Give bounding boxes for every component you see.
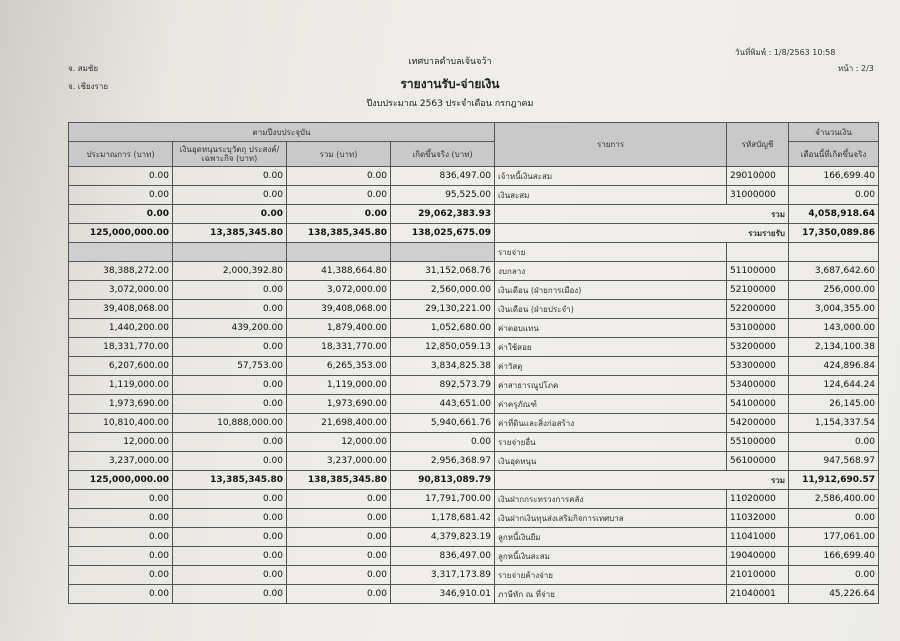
cell-reserve: 13,385,345.80 [173,224,287,243]
cell-budget: 38,388,272.00 [69,262,173,281]
cell-amount: 3,004,355.00 [789,300,879,319]
cell-amount: 1,154,337.54 [789,414,879,433]
cell-amount: 947,568.97 [789,452,879,471]
column-header-actual: เกิดขึ้นจริง (บาท) [391,142,495,167]
cell-reserve: 0.00 [173,205,287,224]
cell-code: 31000000 [727,186,789,205]
cell-budget: 125,000,000.00 [69,471,173,490]
cell-amount: 0.00 [789,186,879,205]
cell-amount: 0.00 [789,433,879,452]
cell-code: 53400000 [727,376,789,395]
table-row [69,262,879,281]
cell-code: 53300000 [727,357,789,376]
cell-actual: 138,025,675.09 [391,224,495,243]
column-header-total: รวม (บาท) [287,142,391,167]
table-row [69,186,879,205]
cell-total: 0.00 [287,566,391,585]
header-left-1: จ. สมชัย [68,64,99,73]
table-row [69,376,879,395]
column-group-header: ตามปีงบประจุบัน [69,123,495,142]
cell-total: 0.00 [287,585,391,604]
cell-reserve: 0.00 [173,338,287,357]
cell-item: เงินฝากเงินทุนส่งเสริมกิจการเทศบาล [495,509,727,528]
table-row [69,547,879,566]
organization-name: เทศบาลตำบลเจ้นจว้า [408,57,492,67]
cell-amount: 424,896.84 [789,357,879,376]
cell-total: 0.00 [287,528,391,547]
cell-item: เงินฝากกระทรวงการคลัง [495,490,727,509]
cell-budget: 6,207,600.00 [69,357,173,376]
cell-actual: 29,062,383.93 [391,205,495,224]
cell-code: 11020000 [727,490,789,509]
cell-blank [391,243,495,262]
cell-actual: 3,317,173.89 [391,566,495,585]
cell-budget: 10,810,400.00 [69,414,173,433]
cell-actual: 836,497.00 [391,167,495,186]
column-header-code: รหัสบัญชี [727,123,789,167]
cell-amount: 45,226.64 [789,585,879,604]
cell-amount: 17,350,089.86 [789,224,879,243]
cell-code: 19040000 [727,547,789,566]
cell-code: 54200000 [727,414,789,433]
cell-actual: 346,910.01 [391,585,495,604]
cell-total: 0.00 [287,205,391,224]
cell-blank [727,243,789,262]
cell-item: ภาษีหัก ณ ที่จ่าย [495,585,727,604]
cell-amount: 26,145.00 [789,395,879,414]
cell-amount: 2,586,400.00 [789,490,879,509]
cell-actual: 90,813,089.79 [391,471,495,490]
cell-item: เงินเดือน (ฝ่ายการเมือง) [495,281,727,300]
cell-reserve: 0.00 [173,452,287,471]
cell-total: 39,408,068.00 [287,300,391,319]
cell-actual: 443,651.00 [391,395,495,414]
cell-amount: 256,000.00 [789,281,879,300]
cell-code: 52100000 [727,281,789,300]
cell-actual: 1,052,680.00 [391,319,495,338]
cell-budget: 3,237,000.00 [69,452,173,471]
cell-total: 1,973,690.00 [287,395,391,414]
cell-reserve: 0.00 [173,509,287,528]
cell-item: ค่าตอบแทน [495,319,727,338]
cell-budget: 0.00 [69,566,173,585]
table-row [69,281,879,300]
print-date: วันที่พิมพ์ : 1/8/2563 10:58 [735,48,836,57]
cell-budget: 0.00 [69,167,173,186]
cell-budget: 0.00 [69,186,173,205]
cell-item: ค่าครุภัณฑ์ [495,395,727,414]
table-header-row-1 [69,123,879,142]
cell-amount: 177,061.00 [789,528,879,547]
cell-amount: 0.00 [789,509,879,528]
cell-reserve: 0.00 [173,566,287,585]
cell-item: เงินอุดหนุน [495,452,727,471]
cell-total: 138,385,345.80 [287,471,391,490]
cell-code: 56100000 [727,452,789,471]
expense-total-label: รวม [495,471,789,490]
sum-label: รวม [495,205,789,224]
cell-code: 11032000 [727,509,789,528]
table-row [69,452,879,471]
table-row [69,357,879,376]
cell-blank [789,243,879,262]
cell-item: เงินสะสม [495,186,727,205]
cell-item: เงินเดือน (ฝ่ายประจำ) [495,300,727,319]
table-row [69,414,879,433]
cell-total: 0.00 [287,509,391,528]
cell-actual: 4,379,823.19 [391,528,495,547]
cell-code: 21010000 [727,566,789,585]
section-row [69,243,879,262]
cell-budget: 0.00 [69,490,173,509]
cell-blank [287,243,391,262]
cell-total: 12,000.00 [287,433,391,452]
cell-budget: 12,000.00 [69,433,173,452]
cell-actual: 0.00 [391,433,495,452]
cell-reserve: 10,888,000.00 [173,414,287,433]
cell-amount: 166,699.40 [789,547,879,566]
cell-actual: 29,130,221.00 [391,300,495,319]
cell-total: 0.00 [287,186,391,205]
cell-amount: 3,687,642.60 [789,262,879,281]
cell-code: 55100000 [727,433,789,452]
cell-reserve: 0.00 [173,528,287,547]
cell-total: 0.00 [287,490,391,509]
cell-reserve: 0.00 [173,376,287,395]
cell-amount: 11,912,690.57 [789,471,879,490]
cell-actual: 892,573.79 [391,376,495,395]
cell-reserve: 0.00 [173,300,287,319]
report-table [68,122,879,604]
cell-reserve: 0.00 [173,585,287,604]
cell-budget: 1,440,200.00 [69,319,173,338]
cell-code: 51100000 [727,262,789,281]
cell-actual: 31,152,068.76 [391,262,495,281]
column-header-budget: ประมาณการ (บาท) [69,142,173,167]
table-row [69,395,879,414]
header-left-2: จ. เชียงราย [68,82,109,91]
cell-total: 1,879,400.00 [287,319,391,338]
cell-budget: 1,973,690.00 [69,395,173,414]
cell-total: 3,072,000.00 [287,281,391,300]
cell-amount: 124,644.24 [789,376,879,395]
cell-code: 21040001 [727,585,789,604]
cell-actual: 1,178,681.42 [391,509,495,528]
table-row [69,585,879,604]
cell-total: 6,265,353.00 [287,357,391,376]
cell-item: ลูกหนี้เงินยืม [495,528,727,547]
cell-total: 138,385,345.80 [287,224,391,243]
cell-actual: 95,525.00 [391,186,495,205]
cell-budget: 0.00 [69,585,173,604]
sum-row [69,205,879,224]
cell-blank [173,243,287,262]
cell-blank [69,243,173,262]
table-row [69,490,879,509]
table-row [69,338,879,357]
cell-item: ค่าสาธารณูปโภค [495,376,727,395]
expense-total-row [69,471,879,490]
cell-item: งบกลาง [495,262,727,281]
cell-total: 0.00 [287,547,391,566]
page-number: หน้า : 2/3 [838,64,874,73]
cell-actual: 17,791,700.00 [391,490,495,509]
cell-reserve: 57,753.00 [173,357,287,376]
cell-reserve: 439,200.00 [173,319,287,338]
cell-total: 21,698,400.00 [287,414,391,433]
cell-amount: 2,134,100.38 [789,338,879,357]
cell-item: ค่าที่ดินและสิ่งก่อสร้าง [495,414,727,433]
cell-budget: 125,000,000.00 [69,224,173,243]
cell-amount: 4,058,918.64 [789,205,879,224]
cell-amount: 166,699.40 [789,167,879,186]
cell-reserve: 2,000,392.80 [173,262,287,281]
table-row [69,300,879,319]
table-row [69,509,879,528]
cell-code: 52200000 [727,300,789,319]
column-header-item: รายการ [495,123,727,167]
cell-total: 1,119,000.00 [287,376,391,395]
cell-total: 0.00 [287,167,391,186]
column-header-reserve: เงินอุดหนุนระบุวัตถุ ประสงค์/เฉพาะกิจ (บาท) [173,142,287,167]
income-total-row [69,224,879,243]
table-row [69,528,879,547]
cell-total: 41,388,664.80 [287,262,391,281]
cell-code: 11041000 [727,528,789,547]
cell-budget: 3,072,000.00 [69,281,173,300]
cell-reserve: 0.00 [173,167,287,186]
cell-code: 54100000 [727,395,789,414]
cell-actual: 2,560,000.00 [391,281,495,300]
cell-reserve: 0.00 [173,281,287,300]
cell-item: ค่าใช้สอย [495,338,727,357]
cell-item: เจ้าหนี้เงินสะสม [495,167,727,186]
cell-actual: 2,956,368.97 [391,452,495,471]
table-row [69,566,879,585]
cell-actual: 836,497.00 [391,547,495,566]
cell-item: ลูกหนี้เงินสะสม [495,547,727,566]
cell-budget: 0.00 [69,528,173,547]
table-row [69,167,879,186]
cell-actual: 5,940,661.76 [391,414,495,433]
table-row [69,319,879,338]
cell-actual: 12,850,059.13 [391,338,495,357]
cell-code: 53100000 [727,319,789,338]
cell-total: 18,331,770.00 [287,338,391,357]
cell-reserve: 0.00 [173,395,287,414]
cell-item: ค่าวัสดุ [495,357,727,376]
table-row [69,433,879,452]
cell-budget: 0.00 [69,205,173,224]
cell-item: รายจ่ายอื่น [495,433,727,452]
cell-reserve: 0.00 [173,433,287,452]
cell-reserve: 0.00 [173,186,287,205]
cell-budget: 0.00 [69,547,173,566]
cell-reserve: 0.00 [173,490,287,509]
cell-budget: 18,331,770.00 [69,338,173,357]
cell-amount: 0.00 [789,566,879,585]
column-header-amount-sub: เดือนนี้ที่เกิดขึ้นจริง [789,142,879,167]
cell-code: 53200000 [727,338,789,357]
cell-reserve: 0.00 [173,547,287,566]
cell-budget: 39,408,068.00 [69,300,173,319]
cell-budget: 1,119,000.00 [69,376,173,395]
cell-reserve: 13,385,345.80 [173,471,287,490]
income-total-label: รวมรายรับ [495,224,789,243]
report-subtitle: ปีงบประมาณ 2563 ประจำเดือน กรกฎาคม [366,99,534,109]
cell-budget: 0.00 [69,509,173,528]
column-header-amount: จำนวนเงิน [789,123,879,142]
section-label-expense: รายจ่าย [495,243,727,262]
cell-amount: 143,000.00 [789,319,879,338]
cell-item: รายจ่ายค้างจ่าย [495,566,727,585]
cell-total: 3,237,000.00 [287,452,391,471]
report-title: รายงานรับ-จ่ายเงิน [400,77,500,91]
cell-code: 29010000 [727,167,789,186]
cell-actual: 3,834,825.38 [391,357,495,376]
